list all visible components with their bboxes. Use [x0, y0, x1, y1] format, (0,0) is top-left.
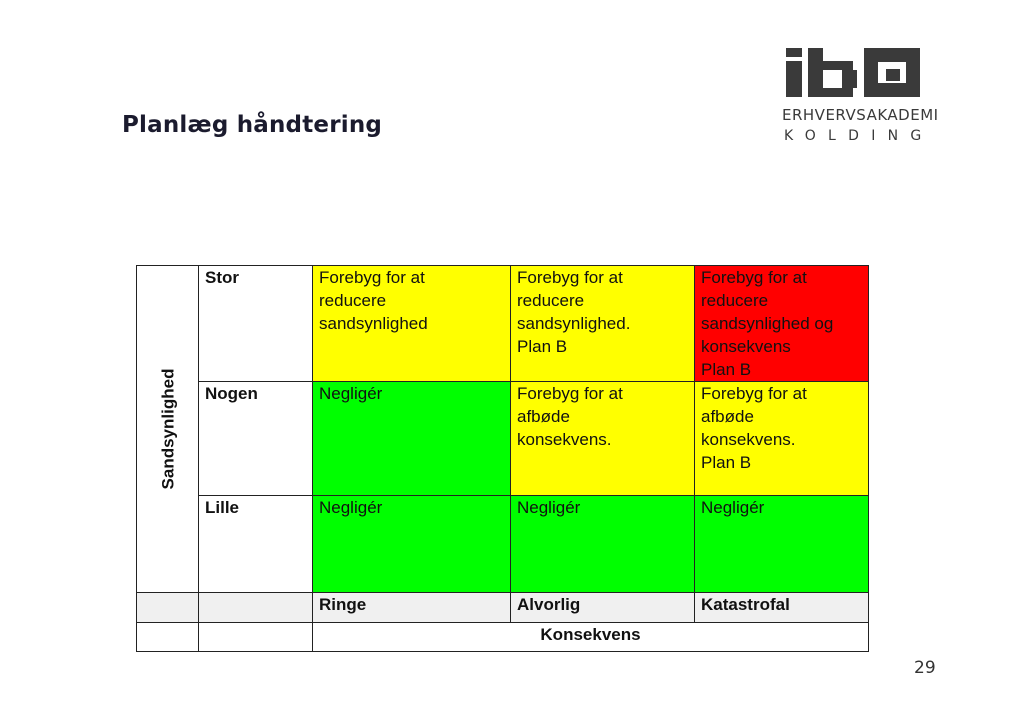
matrix-cell-stor-alvorlig	[511, 266, 695, 382]
cell-text-line: sandsynlighed	[319, 314, 428, 333]
cell-text-line: Forebyg for at	[517, 268, 623, 287]
matrix-cell-lille-ringe	[313, 496, 511, 593]
logo-text-kolding: KOLDING	[784, 128, 934, 144]
empty-cell	[137, 623, 199, 652]
cell-text-line: reducere	[319, 291, 387, 310]
risk-matrix	[136, 265, 869, 652]
empty-cell	[137, 593, 199, 623]
cell-text-line: sandsynlighed.	[517, 314, 631, 333]
cell-text-line: Negligér	[319, 498, 383, 517]
cell-text-line: sandsynlighed og	[701, 314, 834, 333]
cell-text-line: konsekvens.	[517, 430, 612, 449]
cell-text-line: konsekvens	[701, 337, 791, 356]
cell-text-line: Forebyg for at	[701, 384, 807, 403]
matrix-cell-nogen-katastrofal	[695, 382, 869, 496]
cell-text-line: Plan B	[517, 337, 568, 356]
iba-logo	[782, 48, 939, 150]
slide-title: Planlæg håndtering	[122, 112, 383, 138]
matrix-cell-stor-katastrofal	[695, 266, 869, 382]
cell-text-line: reducere	[701, 291, 769, 310]
matrix-row-lille	[137, 496, 869, 593]
cell-text-line: Negligér	[319, 384, 383, 403]
column-header-ringe: Ringe	[313, 593, 511, 623]
page-number: 29	[914, 658, 936, 678]
cell-text-line: Negligér	[517, 498, 581, 517]
cell-text-line: reducere	[517, 291, 585, 310]
cell-text-line: konsekvens.	[701, 430, 796, 449]
column-header-katastrofal: Katastrofal	[695, 593, 869, 623]
cell-text-line: afbøde	[517, 407, 570, 426]
matrix-cell-nogen-ringe	[313, 382, 511, 496]
cell-text-line: afbøde	[701, 407, 754, 426]
cell-text-line: Forebyg for at	[517, 384, 623, 403]
matrix-row-stor	[137, 266, 869, 382]
matrix-row-column-headers	[137, 593, 869, 623]
cell-text-line: Forebyg for at	[701, 268, 807, 287]
matrix-cell-lille-katastrofal	[695, 496, 869, 593]
cell-text-line: Negligér	[701, 498, 765, 517]
x-axis-label: Konsekvens	[313, 623, 869, 652]
matrix-cell-stor-ringe	[313, 266, 511, 382]
logo-text-erhvervsakademi: ERHVERVSAKADEMI	[782, 106, 939, 124]
cell-text-line: Plan B	[701, 453, 752, 472]
column-header-alvorlig: Alvorlig	[511, 593, 695, 623]
cell-text-line: Plan B	[701, 360, 752, 379]
matrix-row-nogen	[137, 382, 869, 496]
cell-text-line: Forebyg for at	[319, 268, 425, 287]
row-label-lille: Lille	[199, 496, 313, 593]
y-axis-label: Sandsynlighed	[158, 368, 177, 490]
matrix-row-x-axis	[137, 623, 869, 652]
row-label-stor: Stor	[199, 266, 313, 382]
iba-logo-mark	[782, 48, 927, 98]
empty-cell	[199, 623, 313, 652]
matrix-cell-lille-alvorlig	[511, 496, 695, 593]
empty-cell	[199, 593, 313, 623]
matrix-cell-nogen-alvorlig	[511, 382, 695, 496]
row-label-nogen: Nogen	[199, 382, 313, 496]
y-axis-label-cell	[137, 266, 199, 593]
